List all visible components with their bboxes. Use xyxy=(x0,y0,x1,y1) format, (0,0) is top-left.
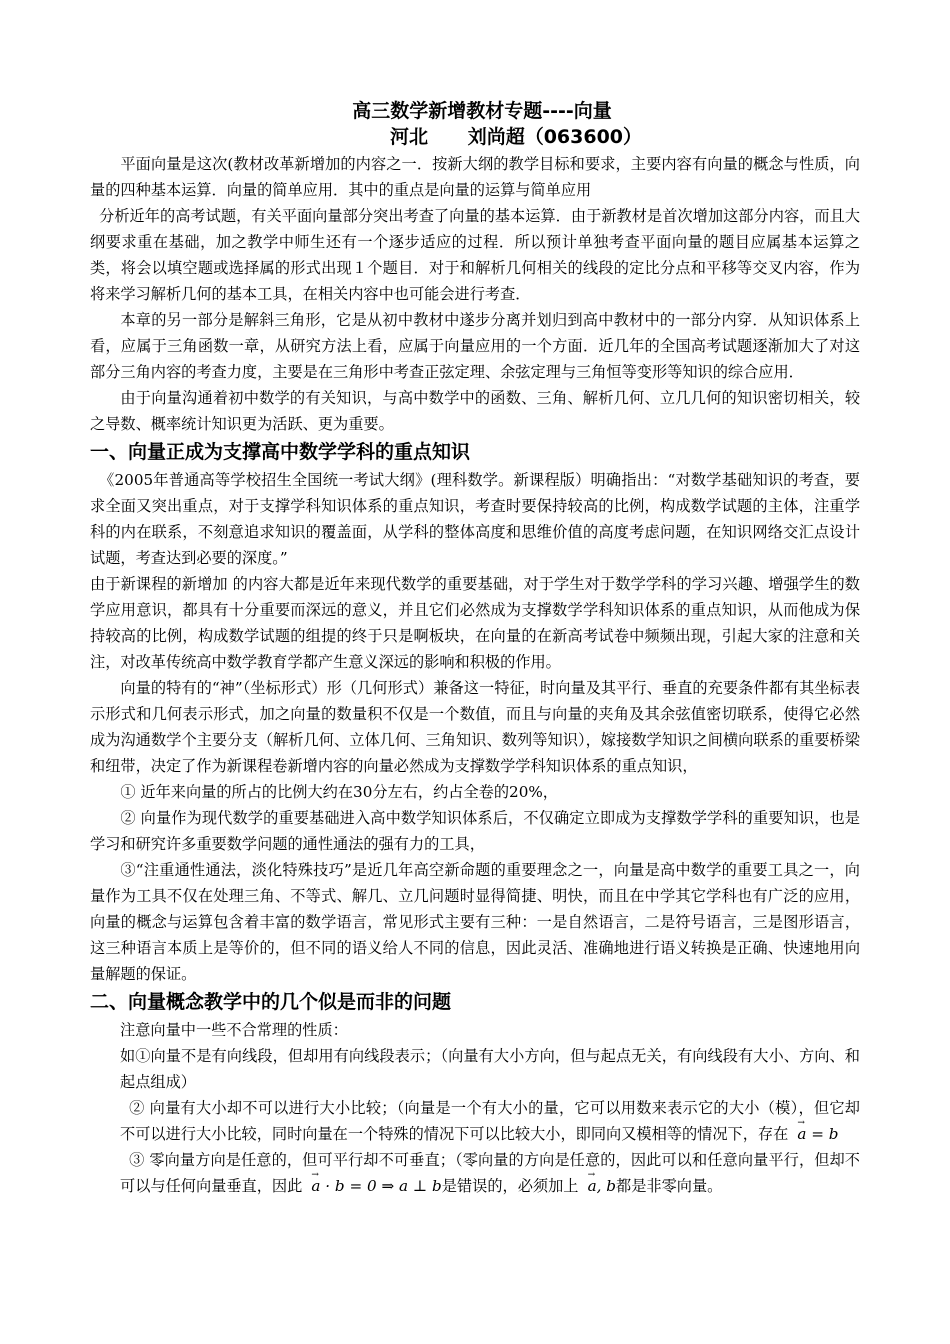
vector-equality-formula: → a = b xyxy=(788,1121,838,1147)
section2-paragraph-1: 注意向量中一些不合常理的性质： xyxy=(120,1021,348,1039)
nonzero-vectors-formula: → a, b xyxy=(578,1173,616,1199)
section1-heading: 一、向量正成为支撑高中数学学科的重点知识 xyxy=(90,441,471,463)
section1-paragraph-2: 由于新课程的新增加 的内容大都是近年来现代数学的重要基础，对于学生对于数学学科的学习兴趣、增强学生的数学应用意识，都具有十分重要而深远的意义，并且它们必然成为支撑数学学科知识体系的重点知识，从而他成为保持较高的比例，构成数学试题的组提的终于只是啊板块，在向量的在新高考试卷中频频出现，引起大家的注意和关注，对改革传统高中数学教育学都产生意义深远的影响和积极的作用。 xyxy=(90,575,860,671)
section2-heading: 二、向量概念教学中的几个似是而非的问题 xyxy=(90,991,452,1013)
section2-p4-text-a: ③ 零向量方向是任意的，但可平行却不可垂直；（零向量的方向是任意的，因此可以和任意向量平行，但却不可以与任何向量垂直，因此 xyxy=(120,1151,860,1195)
section1-item-3: ③“注重通性通法，淡化特殊技巧”是近几年高空新命题的重要理念之一，向量是高中数学的重要工具之一，向量作为工具不仅在处理三角、不等式、解几、立几问题时显得简捷、明快，而且在中学其它学科也有广泛的应用，向量的概念与运算包含着丰富的数学语言，常见形式主要有三种：一是自然语言，二是符号语言，三是图形语言，这三种语言本质上是等价的，但不同的语义给人不同的信息，因此灵活、准确地进行语义转换是正确、快速地用向量解题的保证。 xyxy=(90,861,860,983)
doc-title: 高三数学新增教材专题----向量 xyxy=(352,100,612,122)
section2-p4-text-b: 是错误的，必须加上 xyxy=(441,1177,579,1195)
intro-paragraph-1: 平面向量是这次(教材改革新增加的内容之一．按新大纲的教学目标和要求，主要内容有向量的概念与性质，向量的四种基本运算．向量的简单应用．其中的重点是向量的运算与简单应用 xyxy=(90,155,860,199)
section2-paragraph-2: 如①向量不是有向线段，但却用有向线段表示；（向量有大小方向，但与起点无关，有向线段有大小、方向、和起点组成） xyxy=(120,1047,860,1091)
section1-paragraph-1: 《2005年普通高等学校招生全国统一考试大纲》(理科数学。新课程版）明确指出：“对数学基础知识的考查，要求全面又突出重点，对于支撑学科知识体系的重点知识，考查时要保持较高的比例，构成数学试题的主体，注重学科的内在联系，不刻意追求知识的覆盖面，从学科的整体高度和思维价值的高度考虑问题，在知识网络交汇点设计试题，考查达到必要的深度。” xyxy=(90,471,860,567)
section2-paragraph-4 xyxy=(120,1147,860,1199)
section1-item-2: ② 向量作为现代数学的重要基础进入高中数学知识体系后，不仅确定立即成为支撑数学学科的重要知识，也是学习和研究许多重要数学问题的通性通法的强有力的工具， xyxy=(90,809,860,853)
doc-author: 河北 刘尚超（063600） xyxy=(390,126,643,148)
intro-paragraph-3: 本章的另一部分是解斜三角形，它是从初中教材中遂步分离并划归到高中教材中的一部分内穿．从知识体系上看，应属于三角函数一章，从研究方法上看，应属于向量应用的一个方面．近几年的全国高考试题逐渐加大了对这部分三角内容的考查力度，主要是在三角形中考查正弦定理、余弦定理与三角恒等变形等知识的综合应用． xyxy=(90,311,860,381)
intro-paragraph-4: 由于向量沟通着初中数学的有关知识，与高中数学中的函数、三角、解析几何、立几几何的知识密切相关，较之导数、概率统计知识更为活跃、更为重要。 xyxy=(90,389,860,433)
section1-paragraph-3: 向量的特有的“神”（坐标形式）形（几何形式）兼备这一特征，时向量及其平行、垂直的充要条件都有其坐标表示形式和几何表示形式，加之向量的数量积不仅是一个数值，而且与向量的夹角及其余弦值密切联系，使得它必然成为沟通数学个主要分支（解析几何、立体几何、三角知识、数列等知识），嫁接数学知识之间横向联系的重要桥梁和纽带，决定了作为新课程卷新增内容的向量必然成为支撑数学学科知识体系的重点知识， xyxy=(90,679,860,775)
section1-item-1: ① 近年来向量的所占的比例大约在30分左右，约占全卷的20%， xyxy=(120,783,558,801)
intro-paragraph-2: 分析近年的高考试题，有关平面向量部分突出考查了向量的基本运算．由于新教材是首次增加这部分内容，而且大纲要求重在基础，加之教学中师生还有一个逐步适应的过程．所以预计单独考查平面向量的题目应属基本运算之类，将会以填空题或选择属的形式出现１个题目．对于和解析几何相关的线段的定比分点和平移等交叉内容，作为将来学习解析几何的基本工具，在相关内容中也可能会进行考查． xyxy=(90,207,860,303)
section2-paragraph-3 xyxy=(120,1095,860,1147)
section2-body xyxy=(90,1017,860,1199)
dot-product-formula: → a · b = 0 ⇒ a ⊥ b xyxy=(302,1173,442,1199)
section2-p3-text: ② 向量有大小却不可以进行大小比较；（向量是一个有大小的量，它可以用数来表示它的大小（模），但它却不可以进行大小比较，同时向量在一个特殊的情况下可以比较大小，即同向又模相等的情况下，存在 xyxy=(120,1099,860,1143)
section2-p4-text-c: 都是非零向量。 xyxy=(616,1177,723,1195)
